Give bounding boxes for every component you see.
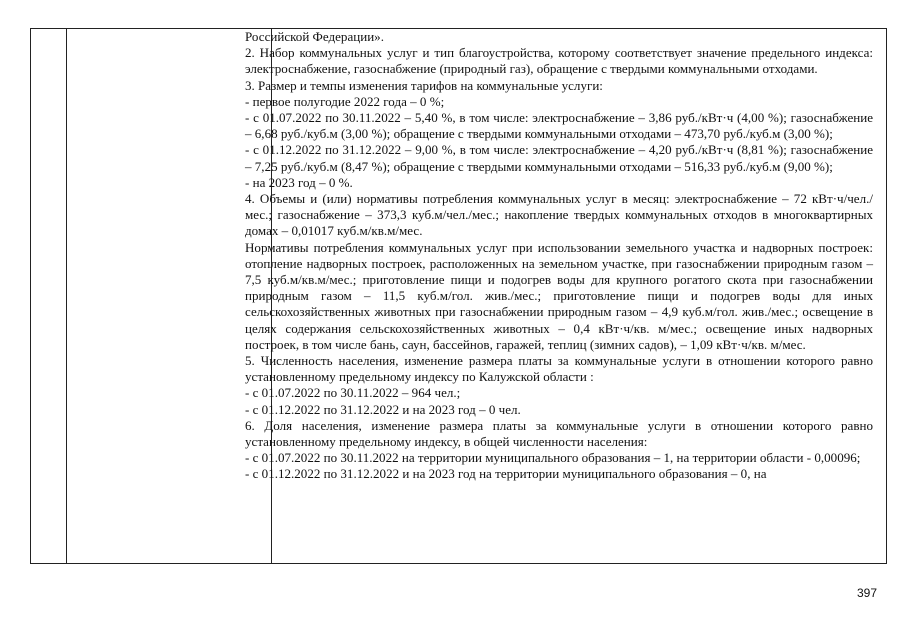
paragraph: 3. Размер и темпы изменения тарифов на коммунальные услуги:: [245, 77, 603, 93]
paragraph: - первое полугодие 2022 года – 0 %;: [245, 93, 445, 109]
paragraph: 2. Набор коммунальных услуг и тип благоустройства, которому соответствует значение предельного индекса: электроснабжение, газоснабжение (природный газ), обращение с твердыми коммунальными отходами.: [245, 45, 873, 77]
page-number: 397: [857, 586, 878, 600]
paragraph: - с 01.07.2022 по 30.11.2022 – 964 чел.;: [245, 385, 461, 401]
paragraph: - с 01.07.2022 по 30.11.2022 – 5,40 %, в том числе: электроснабжение – 3,86 руб./кВт·ч (4,00 %); газоснабжение – 6,68 руб./куб.м (3,00 %); обращение с твердыми коммунальными отходами – 473,70 руб./куб.м (3,00 %);: [245, 110, 873, 142]
paragraph: Нормативы потребления коммунальных услуг при использовании земельного участка и надворных построек: отопление надворных построек, расположенных на земельном участке, при газоснабжении природным газом – 7,5 куб.м/кв.м/мес.; приготовление пищи и подогрев воды для крупного рогатого скота при газоснабжении природным газом – 11,5 куб.м/гол. жив./мес.; приготовление пищи и подогрев воды для иных сельскохозяйственных животных при газоснабжении природным газом – 4,9 куб.м/гол. жив./мес.; освещение в целях содержания сельскохозяйственных животных – 0,4 кВт·ч/кв. м/мес.; освещение иных надворных построек, в том числе бань, саун, бассейнов, гаражей, теплиц (зимних садов), – 1,09 кВт·ч/кв. м/мес.: [245, 239, 873, 352]
paragraph: 5. Численность населения, изменение размера платы за коммунальные услуги в отношении которого равно установленному предельному индексу по Калужской области :: [245, 353, 873, 385]
table-column-name: [67, 29, 272, 563]
paragraph: - с 01.12.2022 по 31.12.2022 и на 2023 год – 0 чел.: [245, 401, 521, 417]
paragraph: Российской Федерации».: [245, 29, 384, 44]
paragraph: 6. Доля населения, изменение размера платы за коммунальные услуги в отношении которого равно установленному предельному индексу, в общей численности населения:: [245, 417, 873, 450]
paragraph: - с 01.07.2022 по 30.11.2022 на территории муниципального образования – 1, на территории области - 0,00096;: [245, 450, 861, 466]
paragraph: - с 01.12.2022 по 31.12.2022 и на 2023 год на территории муниципального образования – 0, на: [245, 466, 767, 482]
paragraph: 4. Объемы и (или) нормативы потребления коммунальных услуг в месяц: электроснабжение – 72 кВт·ч/чел./мес.; газоснабжение – 373,3 куб.м/чел./мес.; накопление твердых коммунальных отходов в многоквартирных домах – 0,01017 куб.м/кв.м/мес.: [245, 191, 873, 239]
table-cell-text: [245, 29, 873, 483]
paragraph: - на 2023 год – 0 %.: [245, 174, 353, 190]
table-column-number: [31, 29, 67, 563]
paragraph: - с 01.12.2022 по 31.12.2022 – 9,00 %, в том числе: электроснабжение – 4,20 руб./кВт·ч (8,81 %); газоснабжение – 7,25 руб./куб.м (8,47 %); обращение с твердыми коммунальными отходами – 516,33 руб./куб.м (9,00 %);: [245, 142, 873, 174]
